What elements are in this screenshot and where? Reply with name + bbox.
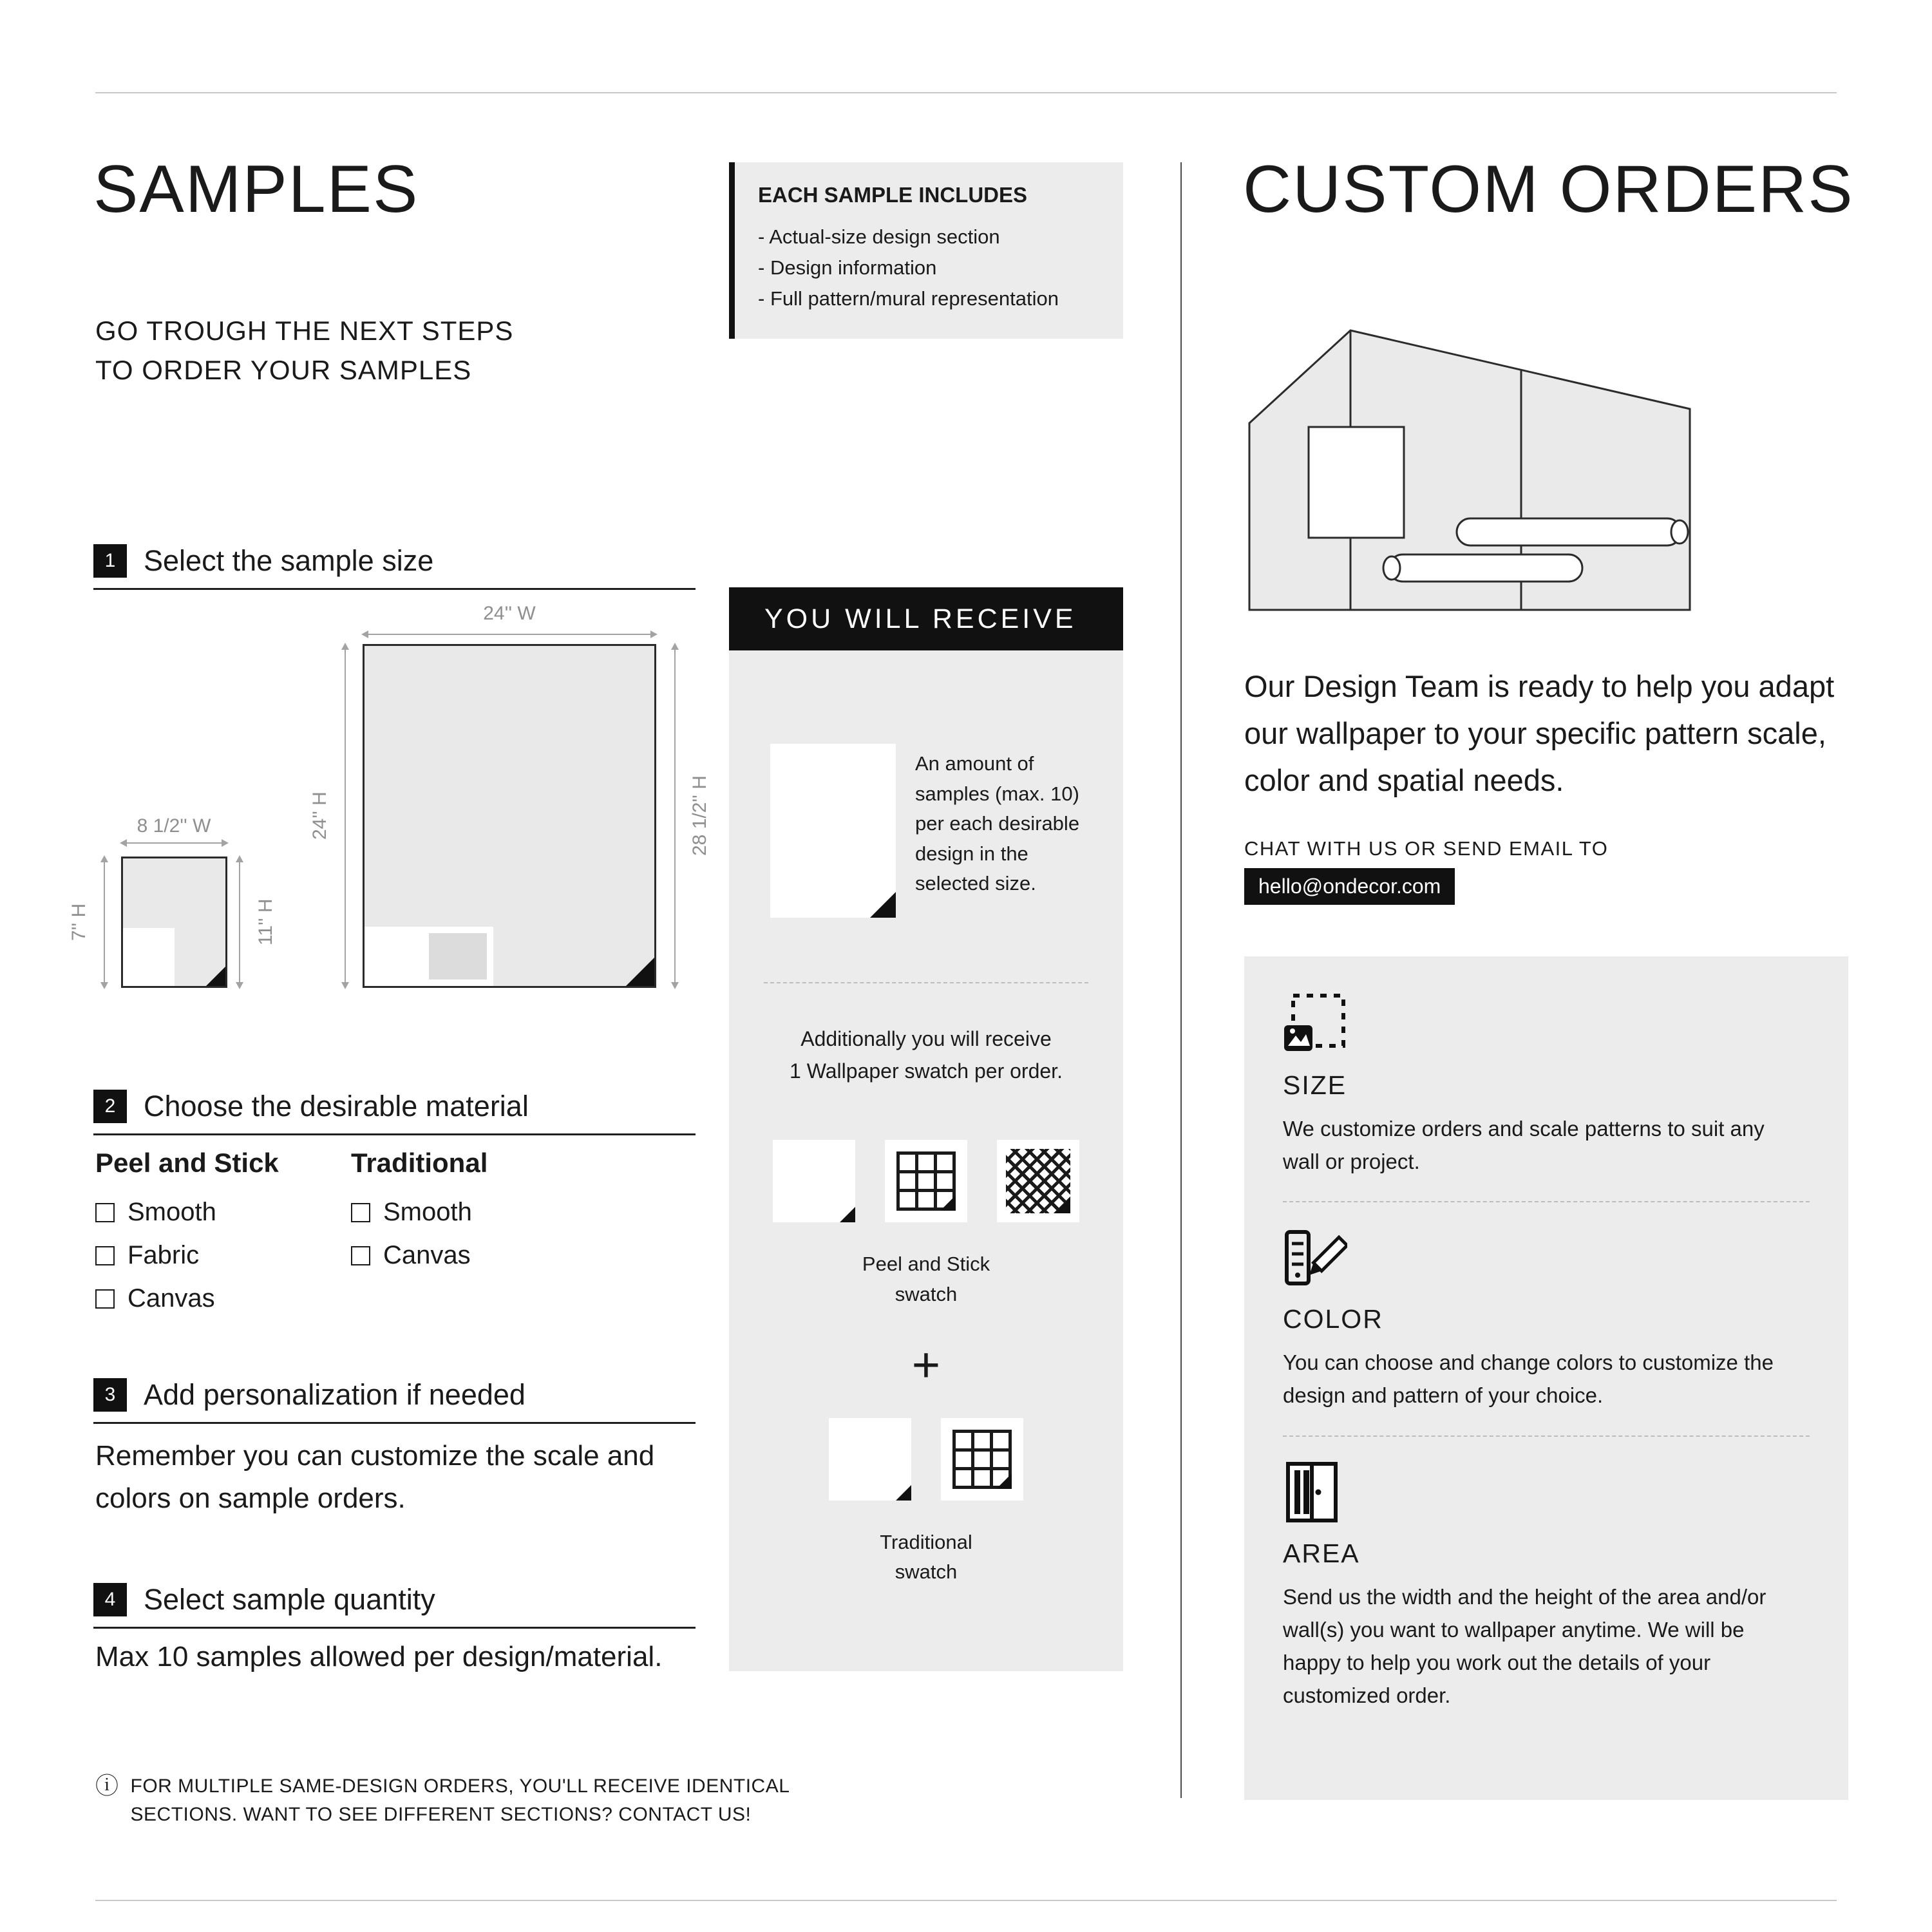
dashed-divider bbox=[1283, 1435, 1810, 1437]
checkbox-icon[interactable] bbox=[351, 1246, 370, 1265]
color-icon bbox=[1283, 1226, 1810, 1290]
color-text: You can choose and change colors to customize the design and pattern of your choice. bbox=[1283, 1350, 1774, 1408]
large-sample-width-label: 24'' W bbox=[483, 603, 536, 624]
chat-with-us-label: CHAT WITH US OR SEND EMAIL TO bbox=[1244, 837, 1609, 860]
step-1-header bbox=[93, 544, 696, 590]
small-sample-right-height-dimension-line bbox=[239, 857, 240, 988]
you-will-receive-panel bbox=[729, 650, 1123, 1671]
large-sample-right-height-dimension-line bbox=[674, 644, 676, 988]
checkbox-icon[interactable] bbox=[351, 1203, 370, 1222]
traditional-swatch-label-line2: swatch bbox=[895, 1560, 958, 1584]
peel-and-stick-column bbox=[95, 1148, 351, 1327]
dashed-divider bbox=[1283, 1201, 1810, 1202]
crosshatch-swatch-icon bbox=[997, 1140, 1079, 1222]
traditional-swatch-label bbox=[755, 1528, 1097, 1587]
additional-note-line1: Additionally you will receive bbox=[800, 1027, 1052, 1050]
top-divider-rule bbox=[95, 92, 1837, 93]
step-3-header bbox=[93, 1378, 696, 1424]
option-label: Canvas bbox=[128, 1284, 215, 1312]
peel-and-stick-swatch-row bbox=[755, 1140, 1097, 1222]
quantity-note: Max 10 samples allowed per design/material. bbox=[95, 1641, 663, 1672]
sample-size-diagram bbox=[68, 599, 710, 1024]
samples-amount-text: An amount of samples (max. 10) per each desirable design in the selected size. bbox=[915, 752, 1080, 895]
peel-and-stick-swatch-label bbox=[755, 1249, 1097, 1309]
footnote-text bbox=[131, 1772, 790, 1828]
personalization-note: Remember you can customize the scale and colors on sample orders. bbox=[95, 1440, 655, 1514]
checkbox-icon[interactable] bbox=[95, 1246, 115, 1265]
step-4-number-badge: 4 bbox=[93, 1583, 127, 1616]
option-label: Canvas bbox=[383, 1241, 471, 1269]
samples-title: SAMPLES bbox=[93, 152, 419, 227]
option-label: Smooth bbox=[128, 1198, 216, 1226]
samples-subtitle bbox=[95, 312, 513, 390]
traditional-swatch-label-line1: Traditional bbox=[880, 1530, 972, 1553]
option-peel-canvas[interactable] bbox=[95, 1284, 351, 1313]
large-sample-fold-corner-icon bbox=[626, 958, 654, 986]
feature-color bbox=[1283, 1226, 1810, 1412]
option-traditional-canvas[interactable] bbox=[351, 1241, 488, 1270]
large-sample-left-height-dimension-line bbox=[345, 644, 346, 988]
email-link[interactable]: hello@ondecor.com bbox=[1244, 868, 1455, 905]
material-options bbox=[95, 1148, 488, 1327]
peel-swatch-label-line2: swatch bbox=[895, 1282, 958, 1305]
peel-swatch-label-line1: Peel and Stick bbox=[862, 1253, 990, 1276]
option-peel-fabric[interactable] bbox=[95, 1241, 351, 1270]
area-icon bbox=[1283, 1460, 1810, 1524]
swatch-fold-corner-icon bbox=[940, 1195, 956, 1211]
option-label: Fabric bbox=[128, 1241, 200, 1269]
additional-swatch-note bbox=[755, 1023, 1097, 1087]
samples-subtitle-line2: TO ORDER YOUR SAMPLES bbox=[95, 354, 472, 385]
size-icon bbox=[1283, 992, 1810, 1056]
blank-swatch-icon bbox=[829, 1418, 911, 1501]
traditional-column bbox=[351, 1148, 488, 1327]
includes-title: EACH SAMPLE INCLUDES bbox=[758, 183, 1028, 207]
small-sample-fold-corner-icon bbox=[206, 967, 225, 986]
option-traditional-smooth[interactable] bbox=[351, 1198, 488, 1227]
peel-and-stick-title: Peel and Stick bbox=[95, 1148, 279, 1178]
custom-orders-intro: Our Design Team is ready to help you adapt our wallpaper to your specific pattern scale, color and spatial needs. bbox=[1244, 669, 1835, 797]
include-item: - Actual-size design section bbox=[758, 222, 1100, 252]
feature-area bbox=[1283, 1460, 1810, 1712]
small-sample-left-height-dimension-line bbox=[104, 857, 105, 988]
sample-sheet-icon bbox=[770, 744, 896, 918]
small-sample-width-label: 8 1/2'' W bbox=[137, 815, 211, 837]
checkbox-icon[interactable] bbox=[95, 1203, 115, 1222]
size-heading: SIZE bbox=[1283, 1070, 1347, 1100]
swatch-fold-corner-icon bbox=[996, 1473, 1012, 1489]
step-4-label: Select sample quantity bbox=[144, 1583, 435, 1616]
swatch-fold-corner-icon bbox=[1055, 1198, 1070, 1213]
house-wallpaper-illustration bbox=[1244, 325, 1695, 618]
step-2-label: Choose the desirable material bbox=[144, 1090, 529, 1122]
traditional-swatch-row bbox=[755, 1418, 1097, 1501]
option-label: Smooth bbox=[383, 1198, 472, 1226]
checkbox-icon[interactable] bbox=[95, 1289, 115, 1309]
step-4-header bbox=[93, 1583, 696, 1629]
vertical-divider bbox=[1180, 162, 1182, 1798]
small-sample-rectangle bbox=[121, 857, 227, 988]
step-2-header bbox=[93, 1090, 696, 1135]
samples-subtitle-line1: GO TROUGH THE NEXT STEPS bbox=[95, 316, 514, 346]
step-1-number-badge: 1 bbox=[93, 544, 127, 578]
large-sample-design-section bbox=[365, 927, 493, 986]
area-text: Send us the width and the height of the area and/or wall(s) you want to wallpaper anytime. We will be happy to help you work out the details of your customized order. bbox=[1283, 1584, 1766, 1707]
small-sample-design-section bbox=[123, 928, 175, 986]
step-3-number-badge: 3 bbox=[93, 1378, 127, 1412]
size-text: We customize orders and scale patterns to suit any wall or project. bbox=[1283, 1117, 1765, 1174]
additional-note-line2: 1 Wallpaper swatch per order. bbox=[790, 1059, 1063, 1083]
grid-swatch-icon bbox=[941, 1418, 1023, 1501]
footnote-line2: SECTIONS. WANT TO SEE DIFFERENT SECTIONS? CONTACT US! bbox=[130, 1803, 752, 1825]
small-sample-right-height-label: 11'' H bbox=[255, 898, 276, 946]
you-will-receive-header: YOU WILL RECEIVE bbox=[729, 587, 1123, 650]
swatch-fold-corner-icon bbox=[896, 1485, 911, 1501]
footnote bbox=[95, 1772, 790, 1828]
step-2-number-badge: 2 bbox=[93, 1090, 127, 1123]
large-sample-left-height-label: 24'' H bbox=[309, 791, 330, 840]
large-sample-width-dimension-line bbox=[363, 634, 656, 635]
sheet-fold-corner-icon bbox=[870, 892, 896, 918]
step-1-label: Select the sample size bbox=[144, 544, 434, 577]
traditional-title: Traditional bbox=[351, 1148, 488, 1178]
small-sample-left-height-label: 7'' H bbox=[68, 903, 90, 942]
plus-icon: + bbox=[911, 1338, 941, 1393]
large-sample-rectangle bbox=[363, 644, 656, 988]
sample-sheet-row bbox=[755, 744, 1097, 918]
custom-orders-title: CUSTOM ORDERS bbox=[1243, 152, 1854, 227]
area-heading: AREA bbox=[1283, 1538, 1360, 1568]
small-sample-width-dimension-line bbox=[121, 842, 227, 844]
bottom-divider-rule bbox=[95, 1900, 1837, 1901]
info-icon: ⓘ bbox=[95, 1772, 119, 1799]
color-heading: COLOR bbox=[1283, 1304, 1383, 1334]
include-item: - Full pattern/mural representation bbox=[758, 283, 1100, 314]
each-sample-includes-box bbox=[729, 162, 1123, 339]
large-sample-right-height-label: 28 1/2'' H bbox=[689, 775, 710, 857]
blank-swatch-icon bbox=[773, 1140, 855, 1222]
dashed-divider bbox=[764, 982, 1088, 983]
footnote-line1: FOR MULTIPLE SAME-DESIGN ORDERS, YOU'LL RECEIVE IDENTICAL bbox=[130, 1776, 790, 1797]
custom-orders-panel bbox=[1244, 956, 1848, 1800]
feature-size bbox=[1283, 992, 1810, 1178]
option-peel-smooth[interactable] bbox=[95, 1198, 351, 1227]
include-item: - Design information bbox=[758, 252, 1100, 283]
step-3-label: Add personalization if needed bbox=[144, 1378, 526, 1411]
grid-swatch-icon bbox=[885, 1140, 967, 1222]
swatch-fold-corner-icon bbox=[840, 1207, 855, 1222]
